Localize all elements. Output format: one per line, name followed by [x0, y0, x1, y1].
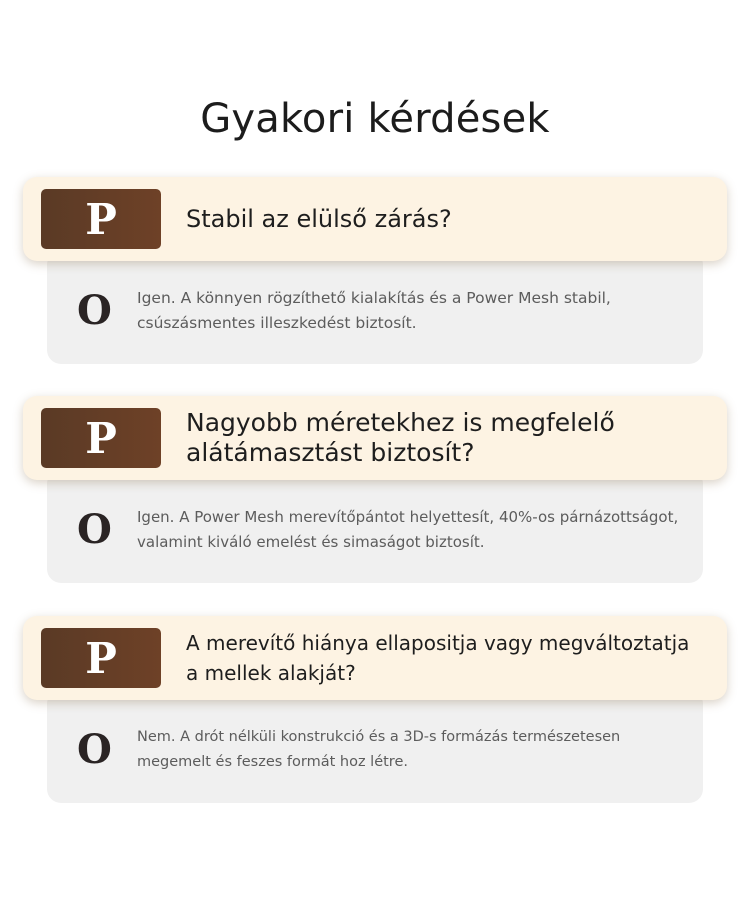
answer-text: Igen. A könnyen rögzíthető kialakítás és a Power Mesh stabil, csúszásmentes illeszkedést biztosít.: [137, 288, 611, 332]
page-title: Gyakori kérdések: [200, 96, 550, 142]
answer-badge: O: [77, 287, 112, 334]
answer-badge: O: [77, 726, 112, 773]
question-badge: P: [41, 408, 161, 468]
question-badge: P: [41, 189, 161, 249]
question-card[interactable]: [23, 616, 727, 700]
question-card[interactable]: [23, 177, 727, 261]
question-text: Nagyobb méretekhez is megfelelő alátámasztást biztosít?: [186, 408, 615, 467]
answer-card: [47, 470, 703, 583]
answer-text: Nem. A drót nélküli konstrukció és a 3D-s formázás természetesen megemelt és feszes formát hoz létre.: [137, 728, 621, 770]
answer-card: [47, 690, 703, 803]
question-badge: P: [41, 628, 161, 688]
question-card[interactable]: [23, 396, 727, 480]
question-text: Stabil az elülső zárás?: [186, 205, 452, 233]
question-text: A merevítő hiánya ellapositja vagy megváltoztatja a mellek alakját?: [186, 631, 690, 685]
answer-text: Igen. A Power Mesh merevítőpántot helyettesít, 40%-os párnázottságot, valamint kiváló emelést és simaságot biztosít.: [137, 507, 679, 551]
answer-badge: O: [77, 506, 112, 553]
answer-card: [47, 251, 703, 364]
